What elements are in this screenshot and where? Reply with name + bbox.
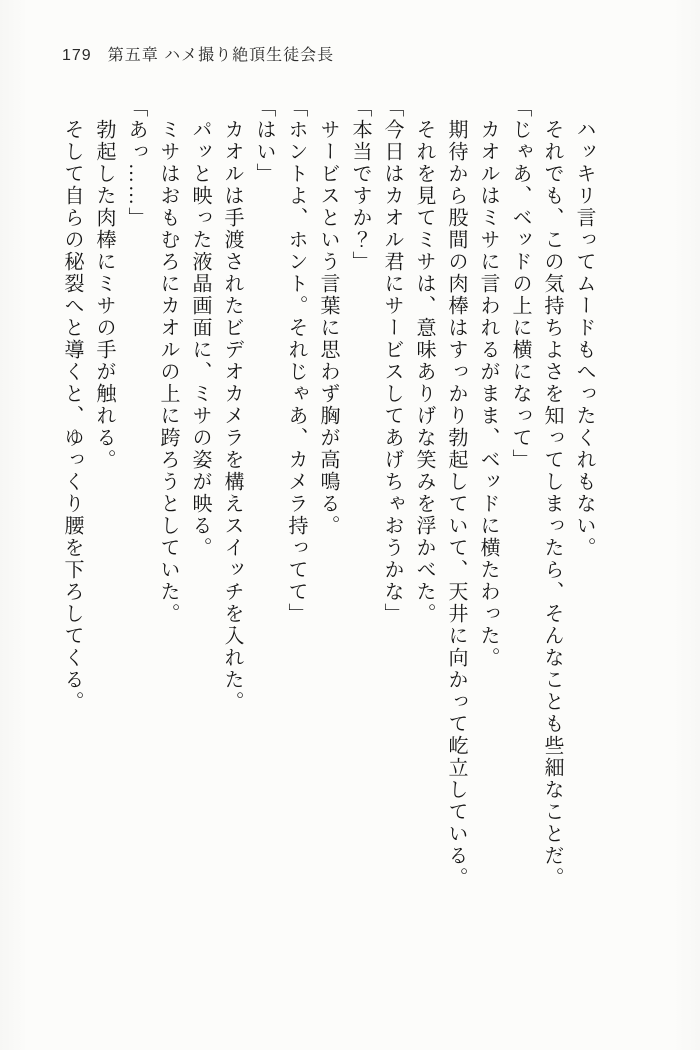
paragraph: それでも、この気持ちよさを知ってしまったら、そんなことも些細なことだ。 xyxy=(541,119,563,889)
paragraph: そして自らの秘裂へと導くと、ゆっくり腰を下ろしてくる。 xyxy=(61,119,83,713)
paragraph: ハッキリ言ってムードもへったくれもない。 xyxy=(573,119,595,559)
paragraph: 勃起した肉棒にミサの手が触れる。 xyxy=(93,119,115,471)
paragraph: 「はい」 xyxy=(253,97,275,185)
paragraph: サービスという言葉に思わず胸が高鳴る。 xyxy=(317,119,339,537)
paragraph: 「あっ……」 xyxy=(125,97,147,229)
paragraph: それを見てミサは、意味ありげな笑みを浮かべた。 xyxy=(413,119,435,625)
paragraph: カオルは手渡されたビデオカメラを構えスイッチを入れた。 xyxy=(221,119,243,713)
paragraph: 「本当ですか？」 xyxy=(349,97,371,273)
running-head xyxy=(62,42,334,65)
paragraph: 期待から股間の肉棒はすっかり勃起していて、天井に向かって屹立している。 xyxy=(445,119,467,889)
chapter-title: 第五章 ハメ撮り絶頂生徒会長 xyxy=(107,47,335,64)
paragraph: 「ホントよ、ホント。それじゃあ、カメラ持ってて」 xyxy=(285,97,307,625)
paragraph: 「じゃあ、ベッドの上に横になって」 xyxy=(509,97,531,471)
paragraph: 「今日はカオル君にサービスしてあげちゃおうかな」 xyxy=(381,97,403,625)
paragraph: ミサはおもむろにカオルの上に跨ろうとしていた。 xyxy=(157,119,179,625)
text-body xyxy=(56,97,600,897)
page-number: 179 xyxy=(62,47,92,64)
paragraph: カオルはミサに言われるがまま、ベッドに横たわった。 xyxy=(477,119,499,669)
paragraph: パッと映った液晶画面に、ミサの姿が映る。 xyxy=(189,119,211,559)
